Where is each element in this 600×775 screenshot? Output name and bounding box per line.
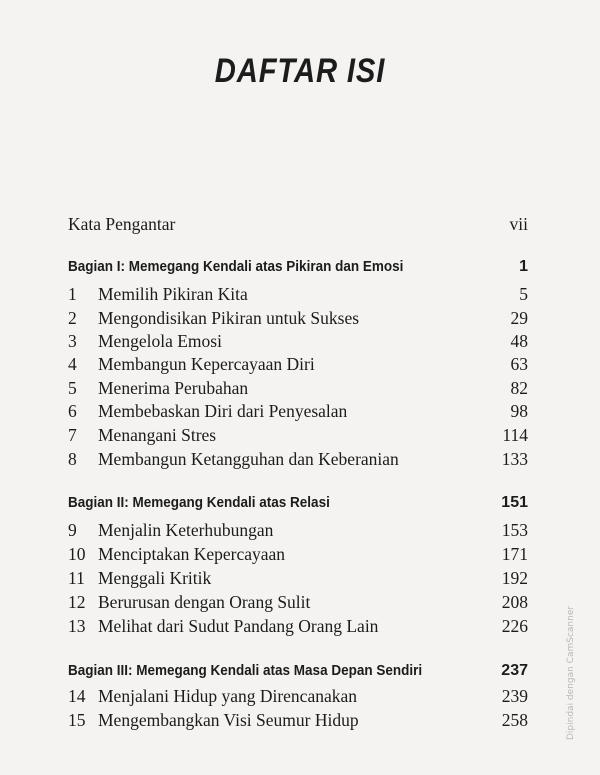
toc-part-3: [68, 662, 528, 686]
toc-entry: [68, 308, 528, 332]
chapter-number: 3: [68, 331, 77, 351]
chapter-number: 15: [68, 710, 86, 730]
toc-part-page: 151: [501, 494, 528, 511]
scanner-watermark: Dipindai dengan CamScanner: [566, 605, 576, 740]
chapter-title: Menggali Kritik: [98, 568, 212, 588]
toc-entry: [68, 568, 528, 592]
toc-part-page: 237: [501, 662, 528, 679]
toc-part-title: Bagian III: Memegang Kendali atas Masa Depan Sendiri: [68, 662, 423, 679]
toc-entry: [68, 331, 528, 355]
chapter-number: 11: [68, 568, 85, 588]
chapter-title: Mengelola Emosi: [98, 331, 222, 351]
page-title: DAFTAR ISI: [214, 52, 386, 90]
toc-part-title: Bagian I: Memegang Kendali atas Pikiran dan Emosi: [68, 258, 404, 275]
chapter-number: 13: [68, 616, 86, 636]
chapter-number: 4: [68, 354, 77, 374]
chapter-number: 5: [68, 378, 77, 398]
chapter-number: 8: [68, 449, 77, 469]
chapter-title: Membangun Kepercayaan Diri: [98, 354, 315, 374]
chapter-title: Membebaskan Diri dari Penyesalan: [98, 401, 348, 421]
chapter-number: 2: [68, 308, 77, 328]
chapter-title: Menjalani Hidup yang Direncanakan: [98, 686, 358, 706]
chapter-title: Mengembangkan Visi Seumur Hidup: [98, 710, 359, 730]
toc-entry: [68, 592, 528, 616]
toc-part-page: 1: [519, 258, 528, 275]
chapter-page: 5: [519, 284, 528, 304]
chapter-page: 226: [501, 616, 528, 636]
chapter-page: 29: [510, 308, 528, 328]
chapter-page: 63: [510, 354, 528, 374]
chapter-page: 114: [502, 425, 528, 445]
toc-entry: [68, 378, 528, 402]
toc-entry: [68, 425, 528, 449]
chapter-title: Melihat dari Sudut Pandang Orang Lain: [98, 616, 379, 636]
chapter-page: 239: [501, 686, 528, 706]
chapter-title: Menangani Stres: [98, 425, 217, 445]
chapter-title: Menjalin Keterhubungan: [98, 520, 274, 540]
toc-entry: [68, 284, 528, 308]
chapter-page: 153: [501, 520, 528, 540]
chapter-number: 1: [68, 284, 77, 304]
toc-entry: [68, 520, 528, 544]
chapter-page: 258: [501, 710, 528, 730]
chapter-page: 133: [501, 449, 528, 469]
toc-entry: [68, 401, 528, 425]
toc-entry: [68, 354, 528, 378]
chapter-title: Berurusan dengan Orang Sulit: [98, 592, 311, 612]
toc-entry-foreword: [68, 214, 528, 238]
toc-part-1: [68, 258, 528, 282]
chapter-title: Mengondisikan Pikiran untuk Sukses: [98, 308, 360, 328]
toc-entry: [68, 544, 528, 568]
chapter-title: Menerima Perubahan: [98, 378, 249, 398]
chapter-title: Membangun Ketangguhan dan Keberanian: [98, 449, 399, 469]
chapter-number: 6: [68, 401, 77, 421]
chapter-page: 192: [501, 568, 528, 588]
chapter-page: 208: [501, 592, 528, 612]
toc-entry: [68, 710, 528, 734]
chapter-number: 12: [68, 592, 86, 612]
chapter-page: 98: [510, 401, 528, 421]
toc-entry: [68, 449, 528, 473]
toc-entry: [68, 686, 528, 710]
chapter-number: 14: [68, 686, 86, 706]
chapter-page: 48: [510, 331, 528, 351]
toc-entry-title: Kata Pengantar: [68, 214, 176, 234]
chapter-number: 7: [68, 425, 77, 445]
chapter-page: 171: [501, 544, 528, 564]
toc-part-title: Bagian II: Memegang Kendali atas Relasi: [68, 494, 330, 511]
chapter-title: Memilih Pikiran Kita: [98, 284, 248, 304]
chapter-title: Menciptakan Kepercayaan: [98, 544, 286, 564]
chapter-number: 9: [68, 520, 77, 540]
toc-entry: [68, 616, 528, 640]
chapter-number: 10: [68, 544, 86, 564]
toc-part-2: [68, 494, 528, 518]
chapter-page: 82: [510, 378, 528, 398]
toc-entry-page: vii: [509, 214, 528, 234]
